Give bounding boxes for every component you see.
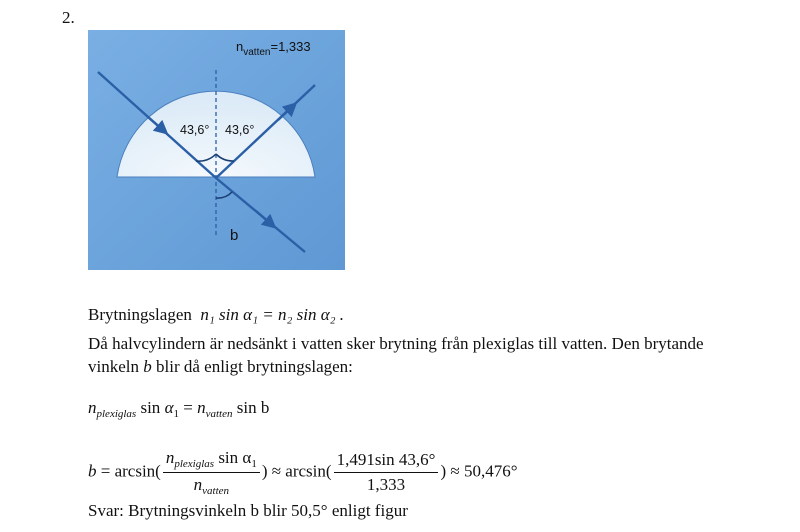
explanation-line-1: Då halvcylindern är nedsänkt i vatten sker brytning från plexiglas till vatten. Den brytande — [88, 334, 704, 353]
refraction-diagram — [88, 30, 345, 270]
answer-line: Svar: Brytningsvinkeln b blir 50,5° enligt figur — [88, 501, 408, 520]
refraction-law-line — [88, 304, 344, 326]
n-vatten-label: $n_{vatten}=1,333$ — [236, 39, 311, 58]
equation-1: $n_{plexiglas}$ $\sin \alpha_1 = n_{vatten}$ sin b — [88, 398, 270, 420]
equation-2: b = arcsin( $\frac{n_{plexiglas} \sin \alpha_1}{n_{vatten}}$ ) ≈ arcsin( $\frac{1,491\sin 43,6^\circ}{1,333}$ ) ≈ 50,476° — [88, 448, 518, 497]
explanation-line-2: vinkeln b blir då enligt brytningslagen: — [88, 357, 353, 376]
b-label: b — [230, 227, 239, 244]
law-equation: n₁ sin α₁ = n₂ sin α₂ . — [200, 305, 345, 324]
law-label: Brytningslagen — [88, 305, 192, 324]
fraction-1: $\frac{n_{plexiglas} \sin \alpha_1}{n_{vatten}}$ — [163, 448, 260, 497]
fraction-2: $\frac{1,491\sin 43,6^\circ}{1,333}$ — [334, 450, 439, 495]
angle-label-left: 43,6° — [180, 123, 210, 137]
angle-label-right: 43,6° — [225, 123, 255, 137]
problem-number: 2. — [62, 8, 75, 27]
refraction-figure — [88, 30, 345, 270]
